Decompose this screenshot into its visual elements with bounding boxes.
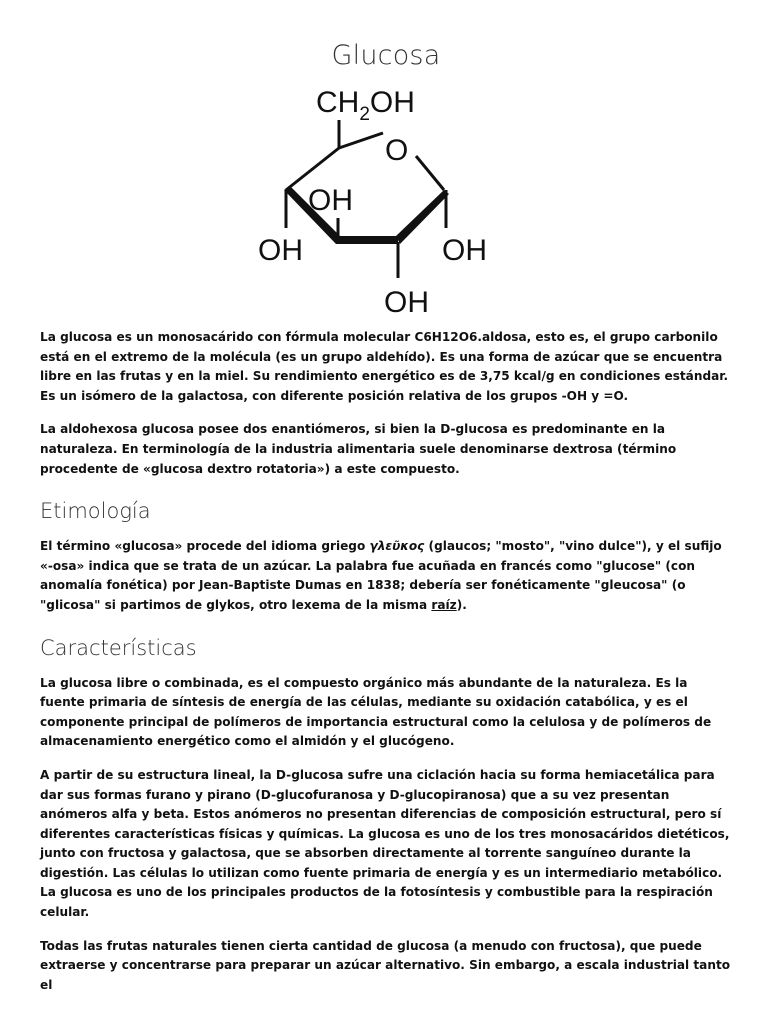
greek-word: γλεῦκος [369, 539, 425, 554]
oh-bottom-label: OH [384, 286, 429, 318]
bond-o-c1 [416, 156, 444, 190]
etimologia-text-1: El término «glucosa» procede del idioma griego [40, 539, 370, 554]
caracteristicas-paragraph-3: Todas las frutas naturales tienen cierta cantidad de glucosa (a menudo con fructosa), que puede extraerse y concentrarse para preparar un azúcar alternativo. Sin embargo, a escala industrial tanto el [40, 938, 731, 992]
etimologia-paragraph [40, 537, 732, 615]
caracteristicas-paragraph-1: La glucosa libre o combinada, es el compuesto orgánico más abundante de la naturaleza. Es la fuente primaria de síntesis de energía de las células, mediante su oxidación catabólica, y es el componente principal de polímeros de importancia estructural como la celulosa y de polímeros de almacenamiento energético como el almidón y el glucógeno. [40, 675, 712, 749]
caracteristicas-paragraph-2: A partir de su estructura lineal, la D-glucosa sufre una ciclación hacia su forma hemiacetálica para dar sus formas furano y pirano (D-glucofuranosa y D-glucopiranosa) que a su vez presentan anómeros alfa y beta. Estos anómeros no presentan diferencias de composición estructural, pero sí diferentes características físicas y químicas. La glucosa es uno de los tres monosacáridos dietéticos, junto con fructosa y galactosa, que se absorben directamente al torrente sanguíneo durante la digestión. Las células lo utilizan como fuente primaria de energía y es un intermediario metabólico. La glucosa es uno de los principales productos de la fotosíntesis y combustible para la respiración celular. [40, 767, 730, 920]
ch2oh-label: $CH_2OH$ [316, 86, 415, 125]
bond-c3-c2-bold [336, 236, 398, 244]
glucose-structure-figure [40, 78, 732, 318]
ring-oxygen-label: O [385, 134, 409, 167]
oh-left-label: OH [258, 234, 303, 267]
etimologia-text-2: (glaucos; "mosto", "vino dulce"), y el sufijo «-osa» indica que se trata de un azúcar. La palabra fue acuñada en francés como "glucose" (con anomalía fonética) por Jean-Baptiste Dumas en 1838; debería ser fonéticamente "gleucosa" (o "glicosa" si partimos de glykos, otro lexema de la misma [40, 539, 722, 612]
oh-top-label: OH [308, 184, 353, 217]
page-title: Glucosa [331, 40, 441, 71]
bond-c5-o [339, 133, 383, 148]
etimologia-text-end: ). [456, 597, 467, 612]
intro-paragraph-1: La glucosa es un monosacárido con fórmula molecular C6H12O6.aldosa, esto es, el grupo carbonilo está en el extremo de la molécula (es un grupo aldehído). Es una forma de azúcar que se encuentra libre en las frutas y en la miel. Su rendimiento energético es de 3,75 kcal/g en condiciones estándar. Es un isómero de la galactosa, con diferente posición relativa de los grupos -OH y =O. [40, 330, 729, 403]
glucose-structure-svg [256, 78, 516, 318]
caracteristicas-heading: Características [40, 635, 197, 660]
intro-paragraph-2: La aldohexosa glucosa posee dos enantiómeros, si bien la D-glucosa es predominante en la naturaleza. En terminología de la industria alimentaria suele denominarse dextrosa (término procedente de «glucosa dextro rotatoria») a este compuesto. [40, 422, 677, 476]
etimologia-heading: Etimología [40, 499, 151, 524]
oh-right-label: OH [442, 234, 487, 267]
raiz-link[interactable]: raíz [431, 597, 457, 612]
